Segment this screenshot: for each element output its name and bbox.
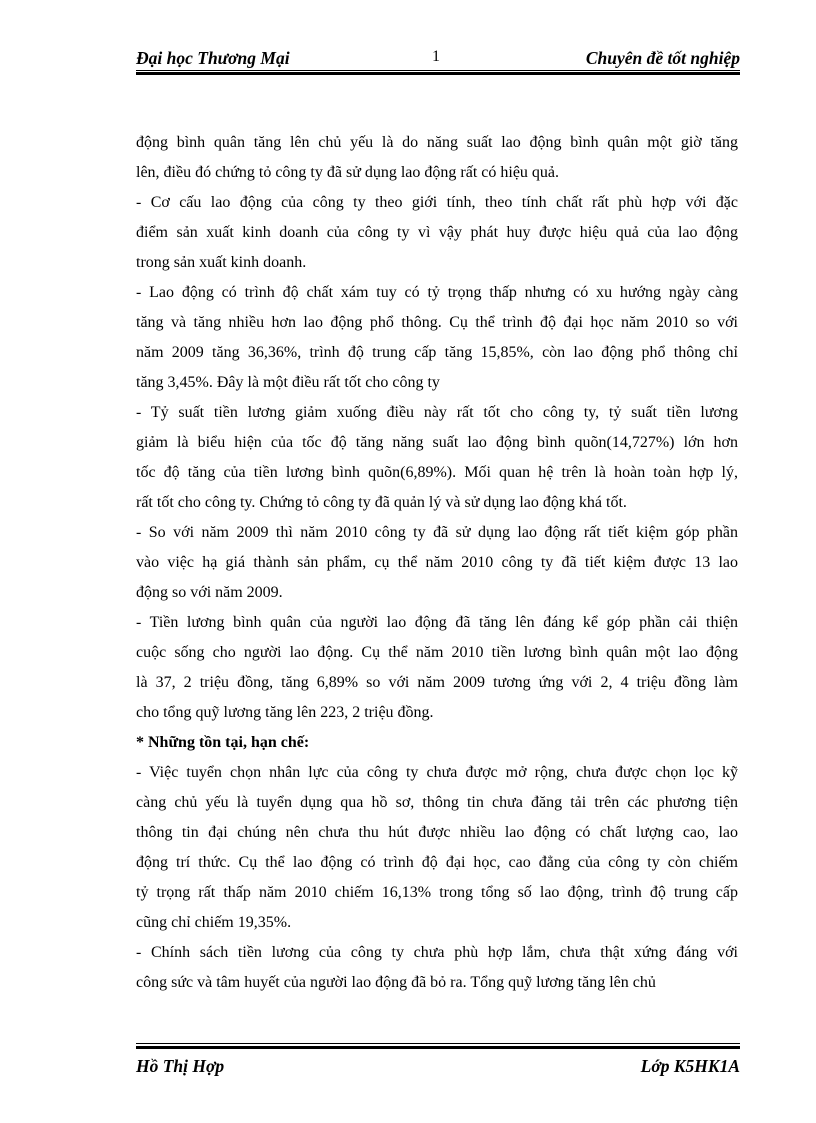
header-rule-thin xyxy=(136,70,740,71)
body-line: - Việc tuyển chọn nhân lực của công ty chưa được mở rộng, chưa được chọn lọc kỹ xyxy=(136,764,738,781)
body-line: - Tỷ suất tiền lương giảm xuống điều này rất tốt cho công ty, tỷ suất tiền lương xyxy=(136,404,738,421)
header-doc-type: Chuyên đề tốt nghiệp xyxy=(585,48,740,68)
body-line: tăng và tăng nhiều hơn lao động phổ thông. Cụ thể trình độ đại học năm 2010 so với xyxy=(136,314,738,331)
section-heading: * Những tồn tại, hạn chế: xyxy=(136,734,310,751)
body-line: năm 2009 tăng 36,36%, trình độ trung cấp tăng 15,85%, còn lao động phổ thông chỉ xyxy=(136,344,738,361)
body-line: công sức và tâm huyết của người lao động đã bỏ ra. Tổng quỹ lương tăng lên chủ xyxy=(136,974,656,991)
body-line: điểm sản xuất kinh doanh của công ty vì vậy phát huy được hiệu quả của lao động xyxy=(136,224,738,241)
body-line: - Cơ cấu lao động của công ty theo giới tính, theo tính chất rất phù hợp với đặc xyxy=(136,194,738,211)
body-line: - Tiền lương bình quân của người lao động đã tăng lên đáng kể góp phần cải thiện xyxy=(136,614,738,631)
footer-rule-thick xyxy=(136,1046,740,1049)
body-line: - So với năm 2009 thì năm 2010 công ty đã sử dụng lao động rất tiết kiệm góp phần xyxy=(136,524,738,541)
page-number: 1 xyxy=(432,48,440,65)
body-line: động so với năm 2009. xyxy=(136,584,283,601)
footer-rule-thin xyxy=(136,1043,740,1044)
footer-class: Lớp K5HK1A xyxy=(640,1056,740,1076)
document-body xyxy=(136,128,738,998)
header-rule-thick xyxy=(136,72,740,75)
body-line: cũng chỉ chiếm 19,35%. xyxy=(136,914,292,931)
body-line: tốc độ tăng của tiền lương bình quõn(6,89%). Mối quan hệ trên là hoàn toàn hợp lý, xyxy=(136,464,738,481)
body-line: động trí thức. Cụ thể lao động có trình độ đại học, cao đẳng của công ty còn chiếm xyxy=(136,854,738,871)
body-line: cho tổng quỹ lương tăng lên 223, 2 triệu đồng. xyxy=(136,704,434,721)
body-line: rất tốt cho công ty. Chứng tỏ công ty đã quản lý và sử dụng lao động khá tốt. xyxy=(136,494,627,511)
body-line: cuộc sống cho người lao động. Cụ thể năm 2010 tiền lương bình quân một lao động xyxy=(136,644,738,661)
body-line: thông tin đại chúng nên chưa thu hút được nhiều lao động có chất lượng cao, lao xyxy=(136,824,738,841)
body-line: là 37, 2 triệu đồng, tăng 6,89% so với năm 2009 tương ứng với 2, 4 triệu đồng làm xyxy=(136,674,738,691)
body-line: động bình quân tăng lên chủ yếu là do năng suất lao động bình quân một giờ tăng xyxy=(136,134,738,151)
body-line: tỷ trọng rất thấp năm 2010 chiếm 16,13% trong tổng số lao động, trình độ trung cấp xyxy=(136,884,738,901)
body-line: trong sản xuất kinh doanh. xyxy=(136,254,307,271)
body-line: tăng 3,45%. Đây là một điều rất tốt cho công ty xyxy=(136,374,440,391)
body-line: - Lao động có trình độ chất xám tuy có tỷ trọng thấp nhưng có xu hướng ngày càng xyxy=(136,284,738,301)
page-footer xyxy=(136,1056,740,1084)
footer-author: Hồ Thị Hợp xyxy=(136,1056,225,1076)
body-line: lên, điều đó chứng tỏ công ty đã sử dụng lao động rất có hiệu quả. xyxy=(136,164,560,181)
body-line: càng chủ yếu là tuyển dụng qua hồ sơ, thông tin chưa đăng tải trên các phương tiện xyxy=(136,794,738,811)
body-line: - Chính sách tiền lương của công ty chưa phù hợp lắm, chưa thật xứng đáng với xyxy=(136,944,738,961)
header-school: Đại học Thương Mại xyxy=(136,48,290,68)
body-line: vào việc hạ giá thành sản phẩm, cụ thể năm 2010 công ty đã tiết kiệm được 13 lao xyxy=(136,554,738,571)
body-line: giảm là biểu hiện của tốc độ tăng năng suất lao động bình quõn(14,727%) lớn hơn xyxy=(136,434,738,451)
